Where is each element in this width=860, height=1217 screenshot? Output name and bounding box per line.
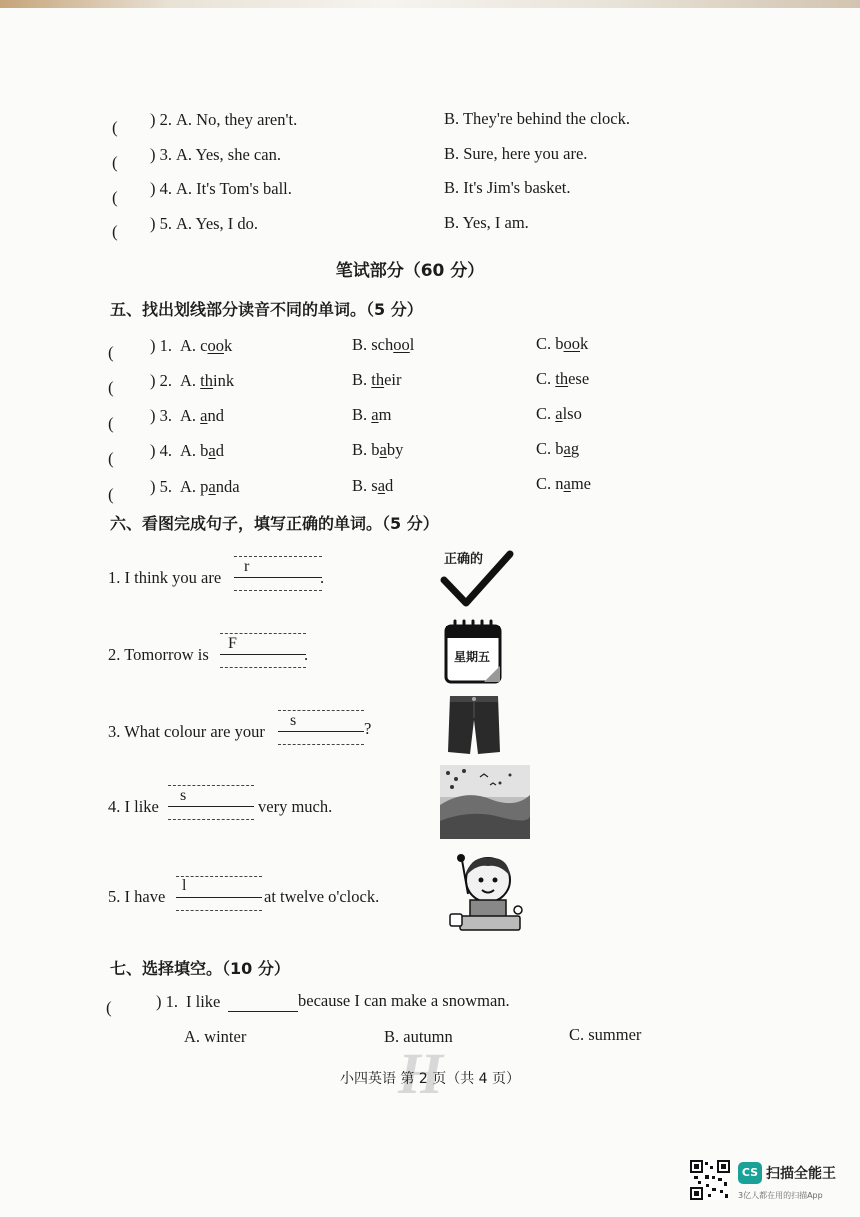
option-a: A. bad [180, 441, 224, 460]
scanner-logo: CS [738, 1162, 762, 1184]
sentence-1-post: . [320, 568, 325, 587]
page-footer: 小四英语 第 2 页（共 4 页） [339, 1071, 521, 1087]
answer-paren[interactable]: ( [108, 485, 114, 504]
answer-paren[interactable]: ( [108, 449, 114, 468]
q1-pre: I like [186, 992, 221, 1011]
answer-blank-5[interactable] [176, 873, 262, 913]
option-c: C. bag [536, 439, 580, 458]
question-number: ) 5. [150, 477, 172, 496]
answer-blank-1[interactable] [234, 553, 325, 593]
section6-title: 六、看图完成句子，填写正确的单词。（5 分） [110, 514, 439, 533]
option-a: A. It's Tom's ball. [176, 179, 292, 198]
question-number: ) 3. [150, 145, 172, 164]
option-b: B. am [352, 405, 392, 424]
answer-paren[interactable]: ( [112, 222, 118, 241]
option-b: B. autumn [384, 1027, 453, 1046]
option-a: A. think [180, 371, 235, 390]
option-b: B. baby [352, 440, 404, 459]
section5-title: 五、找出划线部分读音不同的单词。（5 分） [110, 300, 423, 319]
option-c: C. summer [569, 1025, 642, 1044]
checkmark-label: 正确的 [444, 552, 484, 567]
sentence-5-pre: 5. I have [108, 887, 166, 906]
page-top-edge [0, 0, 860, 8]
answer-paren[interactable]: ( [108, 414, 114, 433]
shorts-picture [446, 692, 502, 758]
question-number: ) 3. [150, 406, 172, 425]
scanner-app-name: 扫描全能王 [766, 1166, 836, 1182]
option-b: B. Sure, here you are. [444, 144, 588, 163]
question-number: ) 2. [150, 110, 172, 129]
option-b: B. their [352, 370, 402, 389]
season-scene-picture [440, 765, 530, 839]
question-number: ) 5. [150, 214, 172, 233]
watermark-letter: H [398, 1041, 444, 1106]
answer-blank-q1[interactable] [228, 994, 298, 1014]
option-b: B. It's Jim's basket. [444, 178, 571, 197]
blank-hint-letter: F [228, 635, 237, 652]
sentence-5-post: at twelve o'clock. [264, 887, 380, 906]
sentence-1-pre: 1. I think you are [108, 568, 222, 587]
option-a: A. No, they aren't. [176, 110, 298, 129]
calendar-picture [444, 618, 502, 684]
sentence-4-post: very much. [258, 797, 333, 816]
option-a: A. Yes, I do. [176, 214, 259, 233]
option-a: A. panda [180, 477, 240, 496]
q1-post: because I can make a snowman. [298, 991, 510, 1010]
question-number: ) 4. [150, 441, 172, 460]
shorts-icon [446, 692, 502, 758]
sentence-2-post: . [304, 645, 309, 664]
question-number: ) 2. [150, 371, 172, 390]
question-number: ) 1. [150, 336, 172, 355]
option-c: C. also [536, 404, 582, 423]
answer-blank-4[interactable] [168, 782, 254, 822]
calendar-label: 星期五 [454, 650, 491, 664]
written-part-title: 笔试部分（60 分） [335, 261, 485, 281]
question-number: ) 4. [150, 179, 172, 198]
option-a: A. cook [180, 336, 233, 355]
child-lunch-icon [444, 850, 534, 934]
blank-hint-letter: s [180, 787, 187, 804]
answer-paren[interactable]: ( [112, 153, 118, 172]
option-c: C. name [536, 474, 592, 493]
checkmark-icon [440, 548, 514, 610]
question-number: ) 1. [156, 992, 178, 1011]
lunch-child-picture [444, 850, 534, 934]
option-c: C. these [536, 369, 590, 388]
blank-hint-letter: l [182, 877, 187, 894]
option-b: B. Yes, I am. [444, 213, 529, 232]
option-b: B. They're behind the clock. [444, 109, 630, 128]
sentence-4-pre: 4. I like [108, 797, 159, 816]
answer-paren[interactable]: ( [106, 998, 112, 1017]
option-a: A. Yes, she can. [176, 145, 281, 164]
option-a: A. winter [184, 1027, 247, 1046]
sentence-3-post: ? [364, 719, 372, 738]
answer-blank-3[interactable] [278, 707, 364, 747]
blank-hint-letter: s [290, 712, 297, 729]
answer-paren[interactable]: ( [112, 188, 118, 207]
option-a: A. and [180, 406, 224, 425]
option-b: B. sad [352, 476, 394, 495]
scanner-tagline: 3亿人都在用的扫描App [738, 1191, 823, 1200]
qr-code-icon [690, 1160, 730, 1200]
checkmark-picture [440, 548, 514, 610]
answer-paren[interactable]: ( [108, 378, 114, 397]
sentence-2-pre: 2. Tomorrow is [108, 645, 209, 664]
sentence-3-pre: 3. What colour are your [108, 722, 265, 741]
answer-blank-2[interactable] [220, 630, 309, 670]
blank-hint-letter: r [244, 558, 250, 575]
option-b: B. school [352, 335, 415, 354]
landscape-icon [440, 765, 530, 839]
section7-title: 七、选择填空。（10 分） [110, 959, 290, 978]
option-c: C. book [536, 334, 589, 353]
answer-paren[interactable]: ( [112, 118, 118, 137]
answer-paren[interactable]: ( [108, 343, 114, 362]
